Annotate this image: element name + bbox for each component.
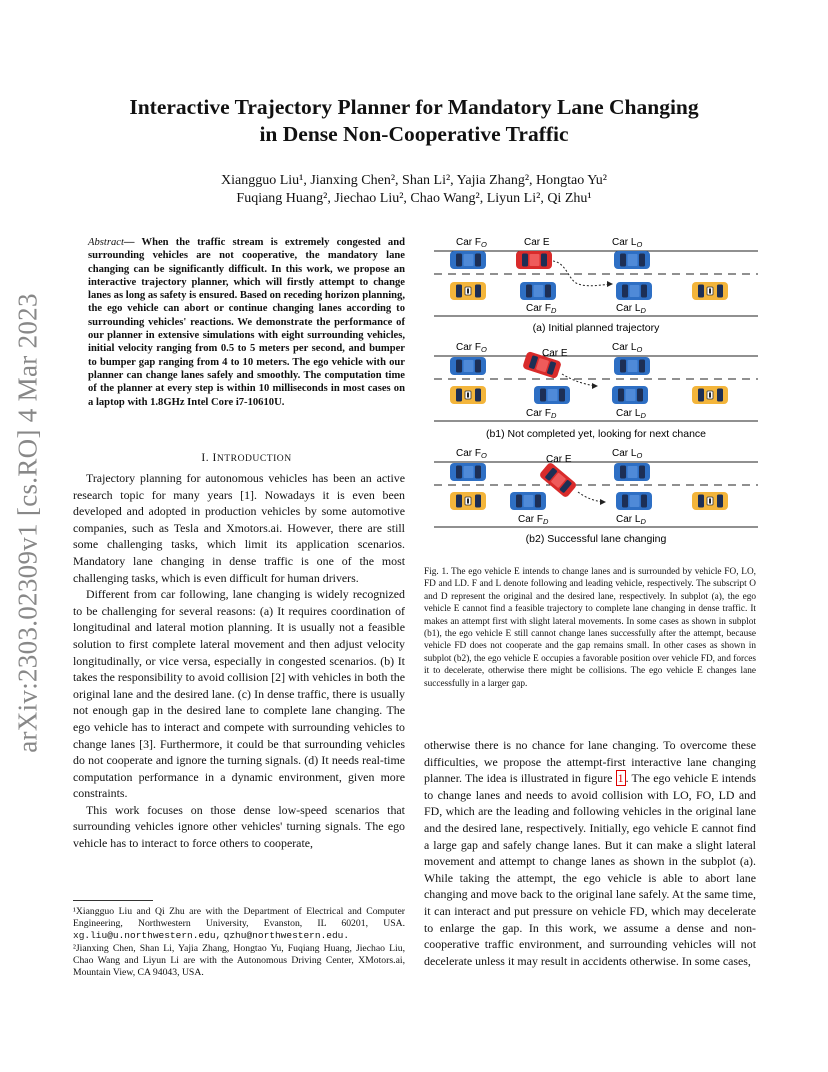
trajectory-arrow bbox=[592, 383, 598, 389]
car-fd bbox=[534, 386, 570, 404]
label-car-lo: Car $L_O$ bbox=[612, 237, 643, 249]
abstract bbox=[88, 236, 405, 409]
intro-paragraph-3: This work focuses on those dense low-speed scenarios that surrounding vehicles ignore other vehicles' turning signals. The ego vehicle has to interact to force others to cooperate, bbox=[73, 802, 405, 851]
car-yellow bbox=[450, 282, 486, 300]
panel-a bbox=[434, 237, 758, 334]
footnote-rule bbox=[73, 900, 153, 901]
car-ld bbox=[616, 282, 652, 300]
abstract-text: — When the traffic stream is extremely congested and surrounding vehicles are not cooperative, the mandatory lane changing can be significantly difficult. In this work, we propose an interactive trajectory planner, which will firstly attempt to change lanes as long as safety is ensured. Based on receding horizon planning, the ego vehicle can abort or continue changing lanes according to surrounding vehicles' reactions. We demonstrate the performance of our planner in extensive simulations with eight surrounding vehicles, initial velocity ranging from 0.5 to 5 meters per second, and bumper to bumper gap ranging from 4 to 10 meters. The ego vehicle with our planner can change lanes safely and smoothly. The computation time of the planner at every step is within 10 milliseconds in most cases on a laptop with 1.8GHz Intel Core i7-10610U. bbox=[88, 237, 405, 408]
panel-b1 bbox=[434, 342, 758, 440]
title-line-1: Interactive Trajectory Planner for Mandatory Lane Changing bbox=[129, 95, 699, 119]
car-yellow bbox=[450, 386, 486, 404]
label-car-ld: Car $L_D$ bbox=[616, 303, 646, 315]
subcaption-a: (a) Initial planned trajectory bbox=[532, 322, 660, 334]
footnote-1-text: ¹Xiangguo Liu and Qi Zhu are with the Department of Electrical and Computer Engineering, Northwestern University, Evanston, IL 60201, USA. bbox=[73, 906, 405, 930]
right-column-body bbox=[424, 737, 756, 969]
author-list bbox=[90, 172, 738, 208]
label-car-fo: Car $F_O$ bbox=[456, 342, 487, 354]
right-paragraph-part-2: . The ego vehicle E intends to change lanes and needs to avoid collision with LO, FO, LD and FD, which are the leading and following vehicles in the original lane and the desired lane, respectively. Initially, ego vehicle E cannot find a large gap and safely change lanes. But it can make a slight lateral movement and attempt to change lanes as shown in the subplot (a). While taking the attempt, the ego vehicle is able to abort lane changing and move back to the original lane safely. At the same time, it can interact and put pressure on vehicle FD, which may decelerate to enlarge the gap. In this work, we assume a dense and non-cooperative traffic environment, and surrounding vehicles will not decelerate unless it may result in accidents otherwise. In some cases, bbox=[424, 771, 756, 968]
arxiv-id: arXiv:2303.02309v1 [cs.RO] 4 Mar 2023 bbox=[12, 293, 43, 753]
panel-b2 bbox=[434, 448, 758, 545]
intro-paragraph-2: Different from car following, lane changing is widely recognized to be challenging for several reasons: (a) It requires coordination of longitudinal and lateral motion planning. It is usually not a feasible solution to first complete lateral movement and then adjust velocity longitudinally, or vice versa, especially in congested scenarios. (b) It takes the responsibility to avoid collision [2] with vehicles in both the original lane and the desired lane. (c) In dense traffic, there is usually not enough gap in the desired lane to complete lane changing. The ego vehicle has to interact and compete with surrounding vehicles to change lanes [3]. Furthermore, it could be that surrounding vehicles do not cooperate and ignore the turning signals. (d) It needs real-time computation performance in a dynamic environment, given more constraints. bbox=[73, 587, 405, 801]
car-yellow bbox=[692, 282, 728, 300]
label-car-ld: Car $L_D$ bbox=[616, 408, 646, 420]
figure-reference-link[interactable]: 1 bbox=[617, 771, 624, 786]
section-rest: NTRODUCTION bbox=[216, 453, 292, 464]
car-ld bbox=[616, 492, 652, 510]
section-heading-introduction bbox=[88, 451, 405, 464]
figure-1-caption: Fig. 1. The ego vehicle E intends to change lanes and is surrounded by vehicle FO, LO, FD and LD. F and L denote following and leading vehicle, respectively. The subscript O and D represent the original and the desired lane, respectively. In subplot (a), the ego vehicle E cannot find a feasible trajectory to complete lane changing in dense traffic. It makes an attempt first with slight lateral movements. In some cases as shown in subplot (b1), the ego vehicle E still cannot change lanes successfully after the attempt, because vehicle FD does not cooperate and the gap remains small. In other cases as shown in subplot (b2), the ego vehicle E occupies a favorable position over vehicle FD, and forces it to decelerate, otherwise there might be collisions. The ego vehicle E changes lane successfully in a larger gap. bbox=[424, 567, 756, 689]
footnote-1 bbox=[73, 906, 405, 943]
trajectory-arrow bbox=[600, 499, 606, 505]
car-fo bbox=[450, 463, 486, 481]
car-yellow bbox=[692, 492, 728, 510]
trajectory-path bbox=[562, 374, 596, 386]
introduction-body bbox=[73, 470, 405, 852]
car-fo bbox=[450, 251, 486, 269]
car-ld bbox=[612, 386, 648, 404]
label-car-fo: Car $F_O$ bbox=[456, 448, 487, 460]
figure-1-lane-change-diagram bbox=[426, 230, 766, 550]
title-line-2: in Dense Non-Cooperative Traffic bbox=[259, 122, 569, 146]
subcaption-b1: (b1) Not completed yet, looking for next chance bbox=[485, 428, 707, 440]
paper-title bbox=[60, 94, 768, 148]
car-lo bbox=[614, 251, 650, 269]
label-car-fd: Car $F_D$ bbox=[526, 303, 557, 315]
arxiv-stamp bbox=[6, 288, 50, 758]
footnote-2: ²Jianxing Chen, Shan Li, Yajia Zhang, Hongtao Yu, Fuqiang Huang, Jiechao Liu, Chao Wang and Liyun Li are with the Autonomous Driving Center, XMotors.ai, Mountain View, CA 94043, USA. bbox=[73, 942, 405, 979]
car-e-ego bbox=[516, 251, 552, 269]
authors-line-1: Xiangguo Liu¹, Jianxing Chen², Shan Li², Yajia Zhang², Hongtao Yu² bbox=[221, 173, 607, 188]
authors-line-2: Fuqiang Huang², Jiechao Liu², Chao Wang², Liyun Li², Qi Zhu¹ bbox=[236, 191, 592, 206]
subcaption-b2: (b2) Successful lane changing bbox=[525, 533, 667, 545]
abstract-lead: Abstract bbox=[88, 237, 124, 248]
footnote-1-email-2[interactable]: qzhu@northwestern.edu. bbox=[223, 930, 350, 942]
label-car-e: Car E bbox=[542, 348, 568, 359]
label-car-fo: Car $F_O$ bbox=[456, 237, 487, 249]
car-fd bbox=[520, 282, 556, 300]
car-yellow bbox=[692, 386, 728, 404]
right-paragraph-part-1: otherwise there is no chance for lane changing. To overcome these difficulties, we propose the attempt-first interactive lane changing planner. The idea is illustrated in figure bbox=[424, 738, 756, 786]
label-car-lo: Car $L_O$ bbox=[612, 448, 643, 460]
label-car-e: Car E bbox=[546, 454, 572, 465]
label-car-e: Car E bbox=[524, 237, 550, 248]
car-lo bbox=[614, 463, 650, 481]
footnote-1-email-1[interactable]: xg.liu@u.northwestern.edu, bbox=[73, 930, 222, 942]
intro-paragraph-1: Trajectory planning for autonomous vehicles has been an active research topic for many years [1]. Nowadays it is even been developed and adopted in production vehicles by some automotive companies, such as Tesla and Xmotors.ai. However, there are still some challenging tasks, which limit its application scenarios. Mandatory lane changing in dense traffic is one of the most challenging tasks, which is even difficult for human drivers. bbox=[73, 471, 405, 585]
car-yellow bbox=[450, 492, 486, 510]
label-car-ld: Car $L_D$ bbox=[616, 514, 646, 526]
section-first-letter: I bbox=[212, 451, 217, 464]
car-fd bbox=[510, 492, 546, 510]
label-car-fd: Car $F_D$ bbox=[518, 514, 549, 526]
car-fo bbox=[450, 357, 486, 375]
section-number: I. bbox=[201, 451, 213, 464]
trajectory-arrow bbox=[607, 281, 613, 287]
label-car-lo: Car $L_O$ bbox=[612, 342, 643, 354]
label-car-fd: Car $F_D$ bbox=[526, 408, 557, 420]
car-lo bbox=[614, 357, 650, 375]
trajectory-path bbox=[553, 261, 611, 286]
footnotes bbox=[73, 906, 405, 979]
